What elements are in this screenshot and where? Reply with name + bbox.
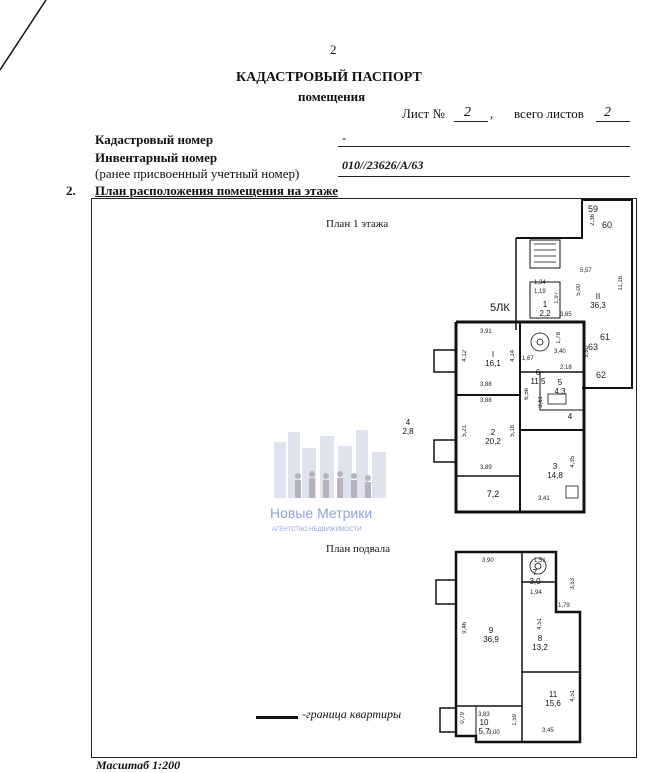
- legend-text: -граница квартиры: [302, 707, 402, 721]
- room-label: 2 20,2: [485, 428, 501, 446]
- dim: 4,35: [570, 456, 576, 468]
- dim: 1,51: [534, 558, 546, 564]
- dim: 3,91: [480, 329, 492, 335]
- sheet-number: 2: [464, 105, 471, 120]
- dim: 3,65: [560, 312, 572, 318]
- dim: 1,19: [534, 289, 546, 295]
- section-title: План расположения помещения на этаже: [95, 183, 339, 198]
- room-label: 10 5,7: [478, 718, 490, 736]
- room-label: 6 11,5: [530, 368, 546, 386]
- dim: 5,18: [510, 425, 516, 437]
- dim: 1,97: [554, 292, 560, 304]
- dim: 9,46: [462, 622, 468, 634]
- dim: 3,53: [570, 578, 576, 590]
- floor1-title: План 1 этажа: [326, 218, 389, 230]
- dim: 1,67: [522, 356, 534, 362]
- dim: 11,16: [618, 276, 624, 291]
- dim: 0,79: [460, 712, 466, 724]
- dim: 4,12: [462, 350, 468, 362]
- cadastral-value: -: [342, 130, 347, 145]
- page-subtitle: помещения: [298, 89, 366, 104]
- dim: 2,18: [560, 365, 572, 371]
- cadastral-label: Кадастровый номер: [95, 132, 214, 147]
- room-label: 7,2: [486, 489, 500, 499]
- dim: 3,45: [542, 728, 554, 734]
- section-number: 2.: [66, 183, 76, 198]
- mark: 60: [602, 220, 613, 230]
- sheet-total-label: всего листов: [514, 106, 584, 121]
- room-label: 8 13,2: [532, 634, 548, 652]
- watermark-tagline: АГЕНТСТВО НЕДВИЖИМОСТИ: [272, 527, 362, 533]
- inventory-sub: (ранее присвоенный учетный номер): [95, 166, 300, 181]
- dim: 4,51: [537, 618, 543, 630]
- dim: 1,34: [534, 280, 546, 286]
- room-label: 3 14,8: [547, 462, 563, 480]
- mark: 59: [588, 204, 599, 214]
- basement-title: План подвала: [326, 543, 391, 555]
- dim: 5,00: [576, 284, 582, 296]
- sheet-total: 2: [604, 105, 611, 120]
- inventory-label: Инвентарный номер: [95, 150, 218, 165]
- dim: 3,40: [554, 349, 566, 355]
- dim: 3,61: [538, 396, 544, 408]
- legend-line: [256, 716, 298, 719]
- page-title: КАДАСТРОВЫЙ ПАСПОРТ: [236, 70, 422, 85]
- page-number: 2: [330, 42, 337, 57]
- stair-label-5lk: 5ЛК: [490, 302, 510, 314]
- dim: 2,36: [590, 214, 596, 226]
- room-label: 4: [567, 412, 573, 421]
- mark: 61: [600, 332, 611, 342]
- room-label: 11 15,6: [545, 690, 561, 708]
- dim: 3,41: [538, 496, 550, 502]
- dim: 1,78: [556, 332, 562, 344]
- dim: 4,14: [510, 350, 516, 362]
- room-label: 9 36,9: [483, 626, 499, 644]
- watermark-name: Новые Метрики: [270, 505, 373, 521]
- dim: 3,88: [480, 398, 492, 404]
- dim: 1,94: [530, 590, 542, 596]
- scale-text: Масштаб 1:200: [96, 758, 181, 772]
- room-label: 5 4,3: [554, 378, 566, 396]
- room-label: II 36,3: [590, 292, 606, 310]
- dim: 5,21: [462, 425, 468, 437]
- room-label: 1 2,2: [539, 300, 551, 318]
- dim: 4,51: [570, 690, 576, 702]
- dim: 3,89: [480, 465, 492, 471]
- dim: 5,57: [580, 268, 592, 274]
- dim: 3,00: [488, 730, 500, 736]
- inventory-value: 010//23626/А/63: [342, 158, 424, 172]
- dim: 3,83: [478, 712, 490, 718]
- mark: 62: [596, 370, 607, 380]
- dim: 6,56: [524, 388, 530, 400]
- dim: 1,79: [558, 603, 570, 609]
- room-label: 7 3,0: [529, 568, 541, 586]
- dim: 3,90: [482, 558, 494, 564]
- room-label: I 16,1: [485, 350, 501, 368]
- sheet-label: Лист №: [402, 106, 445, 121]
- mark: 63: [588, 342, 599, 352]
- dim: 3,80: [584, 346, 590, 358]
- dim: 3,88: [480, 382, 492, 388]
- dim: 1,59: [512, 714, 518, 726]
- room-label: 4 2,8: [402, 418, 414, 436]
